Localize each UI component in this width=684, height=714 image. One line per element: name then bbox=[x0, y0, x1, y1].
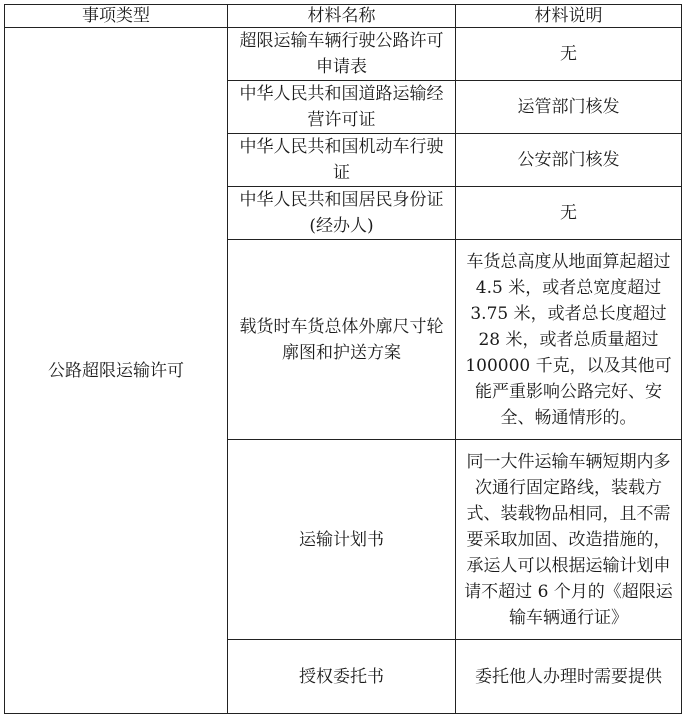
table-row bbox=[5, 28, 682, 81]
material-name-cell: 中华人民共和国道路运输经营许可证 bbox=[228, 81, 456, 134]
material-desc-cell: 无 bbox=[456, 28, 682, 81]
material-desc-cell: 运管部门核发 bbox=[456, 81, 682, 134]
material-desc-cell: 委托他人办理时需要提供 bbox=[456, 640, 682, 714]
material-desc-cell: 同一大件运输车辆短期内多次通行固定路线，装载方式、装载物品相同，且不需要采取加固、改造措施的，承运人可以根据运输计划申请不超过 6 个月的《超限运输车辆通行证》 bbox=[456, 440, 682, 640]
material-name-cell: 超限运输车辆行驶公路许可申请表 bbox=[228, 28, 456, 81]
material-desc-cell: 无 bbox=[456, 187, 682, 240]
materials-table bbox=[4, 4, 682, 714]
header-material-desc: 材料说明 bbox=[456, 5, 682, 28]
header-material-name: 材料名称 bbox=[228, 5, 456, 28]
header-item-type: 事项类型 bbox=[5, 5, 228, 28]
material-name-cell: 授权委托书 bbox=[228, 640, 456, 714]
material-desc-cell: 公安部门核发 bbox=[456, 134, 682, 187]
material-name-cell: 中华人民共和国居民身份证(经办人) bbox=[228, 187, 456, 240]
material-name-cell: 运输计划书 bbox=[228, 440, 456, 640]
material-desc-cell: 车货总高度从地面算起超过 4.5 米，或者总宽度超过 3.75 米，或者总长度超过 28 米，或者总质量超过 100000 千克，以及其他可能严重影响公路完好、安全、畅通情形的。 bbox=[456, 240, 682, 440]
item-type-cell: 公路超限运输许可 bbox=[5, 28, 228, 714]
material-name-cell: 中华人民共和国机动车行驶证 bbox=[228, 134, 456, 187]
table-header-row bbox=[5, 5, 682, 28]
material-name-cell: 载货时车货总体外廓尺寸轮廓图和护送方案 bbox=[228, 240, 456, 440]
